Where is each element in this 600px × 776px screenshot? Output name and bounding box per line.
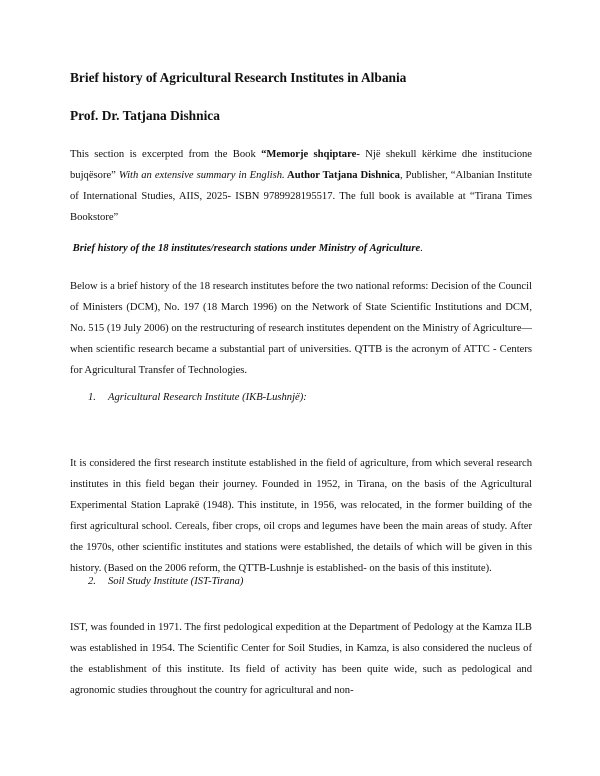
subheading-end: . xyxy=(420,243,423,254)
section-text-1: It is considered the first research institute established in the field of agriculture, from which several research institutes in this field began their journey. Founded in 1952, in Tirana, on the basis of the Agricultural Experimental Station Laprakë (1948). This institute, in 1956, was relocated, in the former building of the first agricultural school. Cereals, fiber crops, oil crops and legumes have been the main areas of study. After the 1970s, other scientific institutes and stations were established, the details of which will be given in this history. (Based on the 2006 reform, the QTTB-Lushnje is established- on the basis of this institute). xyxy=(70,458,532,574)
excerpt-paragraph xyxy=(70,144,532,228)
section-number-1: 1. xyxy=(88,392,96,403)
excerpt-intro: This section is excerpted from the Book xyxy=(70,149,262,160)
subheading xyxy=(70,238,532,259)
section-text-2: IST, was founded in 1971. The first pedological expedition at the Department of Pedology at the Kamza ILB was established in 1954. The Scientific Center for Soil Studies, in Kamza, is also considered the nucleus of the establishment of this institute. Its field of activity has been quite wide, such as pedological and agronomic studies throughout the country for agricultural and non- xyxy=(70,622,532,696)
section-heading-text-2: Soil Study Institute (IST-Tirana) xyxy=(108,576,244,587)
intro-paragraph: Below is a brief history of the 18 research institutes before the two national reforms: Decision of the Council of Ministers (DCM), No. 197 (18 March 1996) on the Network of State Scientific Institutions and DCM, No. 515 (19 July 2006) on the restructuring of research institutes dependent on the Ministry of Agriculture—when scientific research became a substantial part of universities. QTTB is the acronym of ATTC - Centers for Agricultural Transfer of Technologies. xyxy=(70,281,532,376)
section-heading-text-1: Agricultural Research Institute (IKB-Lushnjë): xyxy=(108,392,307,403)
section-heading-2 xyxy=(88,576,243,587)
author-label: Author Tatjana Dishnica xyxy=(284,170,400,181)
section-number-2: 2. xyxy=(88,576,96,587)
subheading-text: Brief history of the 18 institutes/research stations under Ministry of Agriculture xyxy=(72,243,421,254)
author-name: Prof. Dr. Tatjana Dishnica xyxy=(70,108,220,123)
book-title: “Memorje shqiptare- xyxy=(261,149,360,160)
section-heading-1 xyxy=(88,392,307,403)
book-subtitle: Një shekull kërkime dhe institucione bujqësore” xyxy=(70,149,533,181)
summary-note: With an extensive summary in English. xyxy=(115,170,285,181)
document-title: Brief history of Agricultural Research Institutes in Albania xyxy=(70,70,407,85)
publisher-info: , Publisher, “Albanian Institute of International Studies, AIIS, 2025- ISBN 9789928195517. The full book is available at “Tirana Times Bookstore” xyxy=(70,170,532,223)
